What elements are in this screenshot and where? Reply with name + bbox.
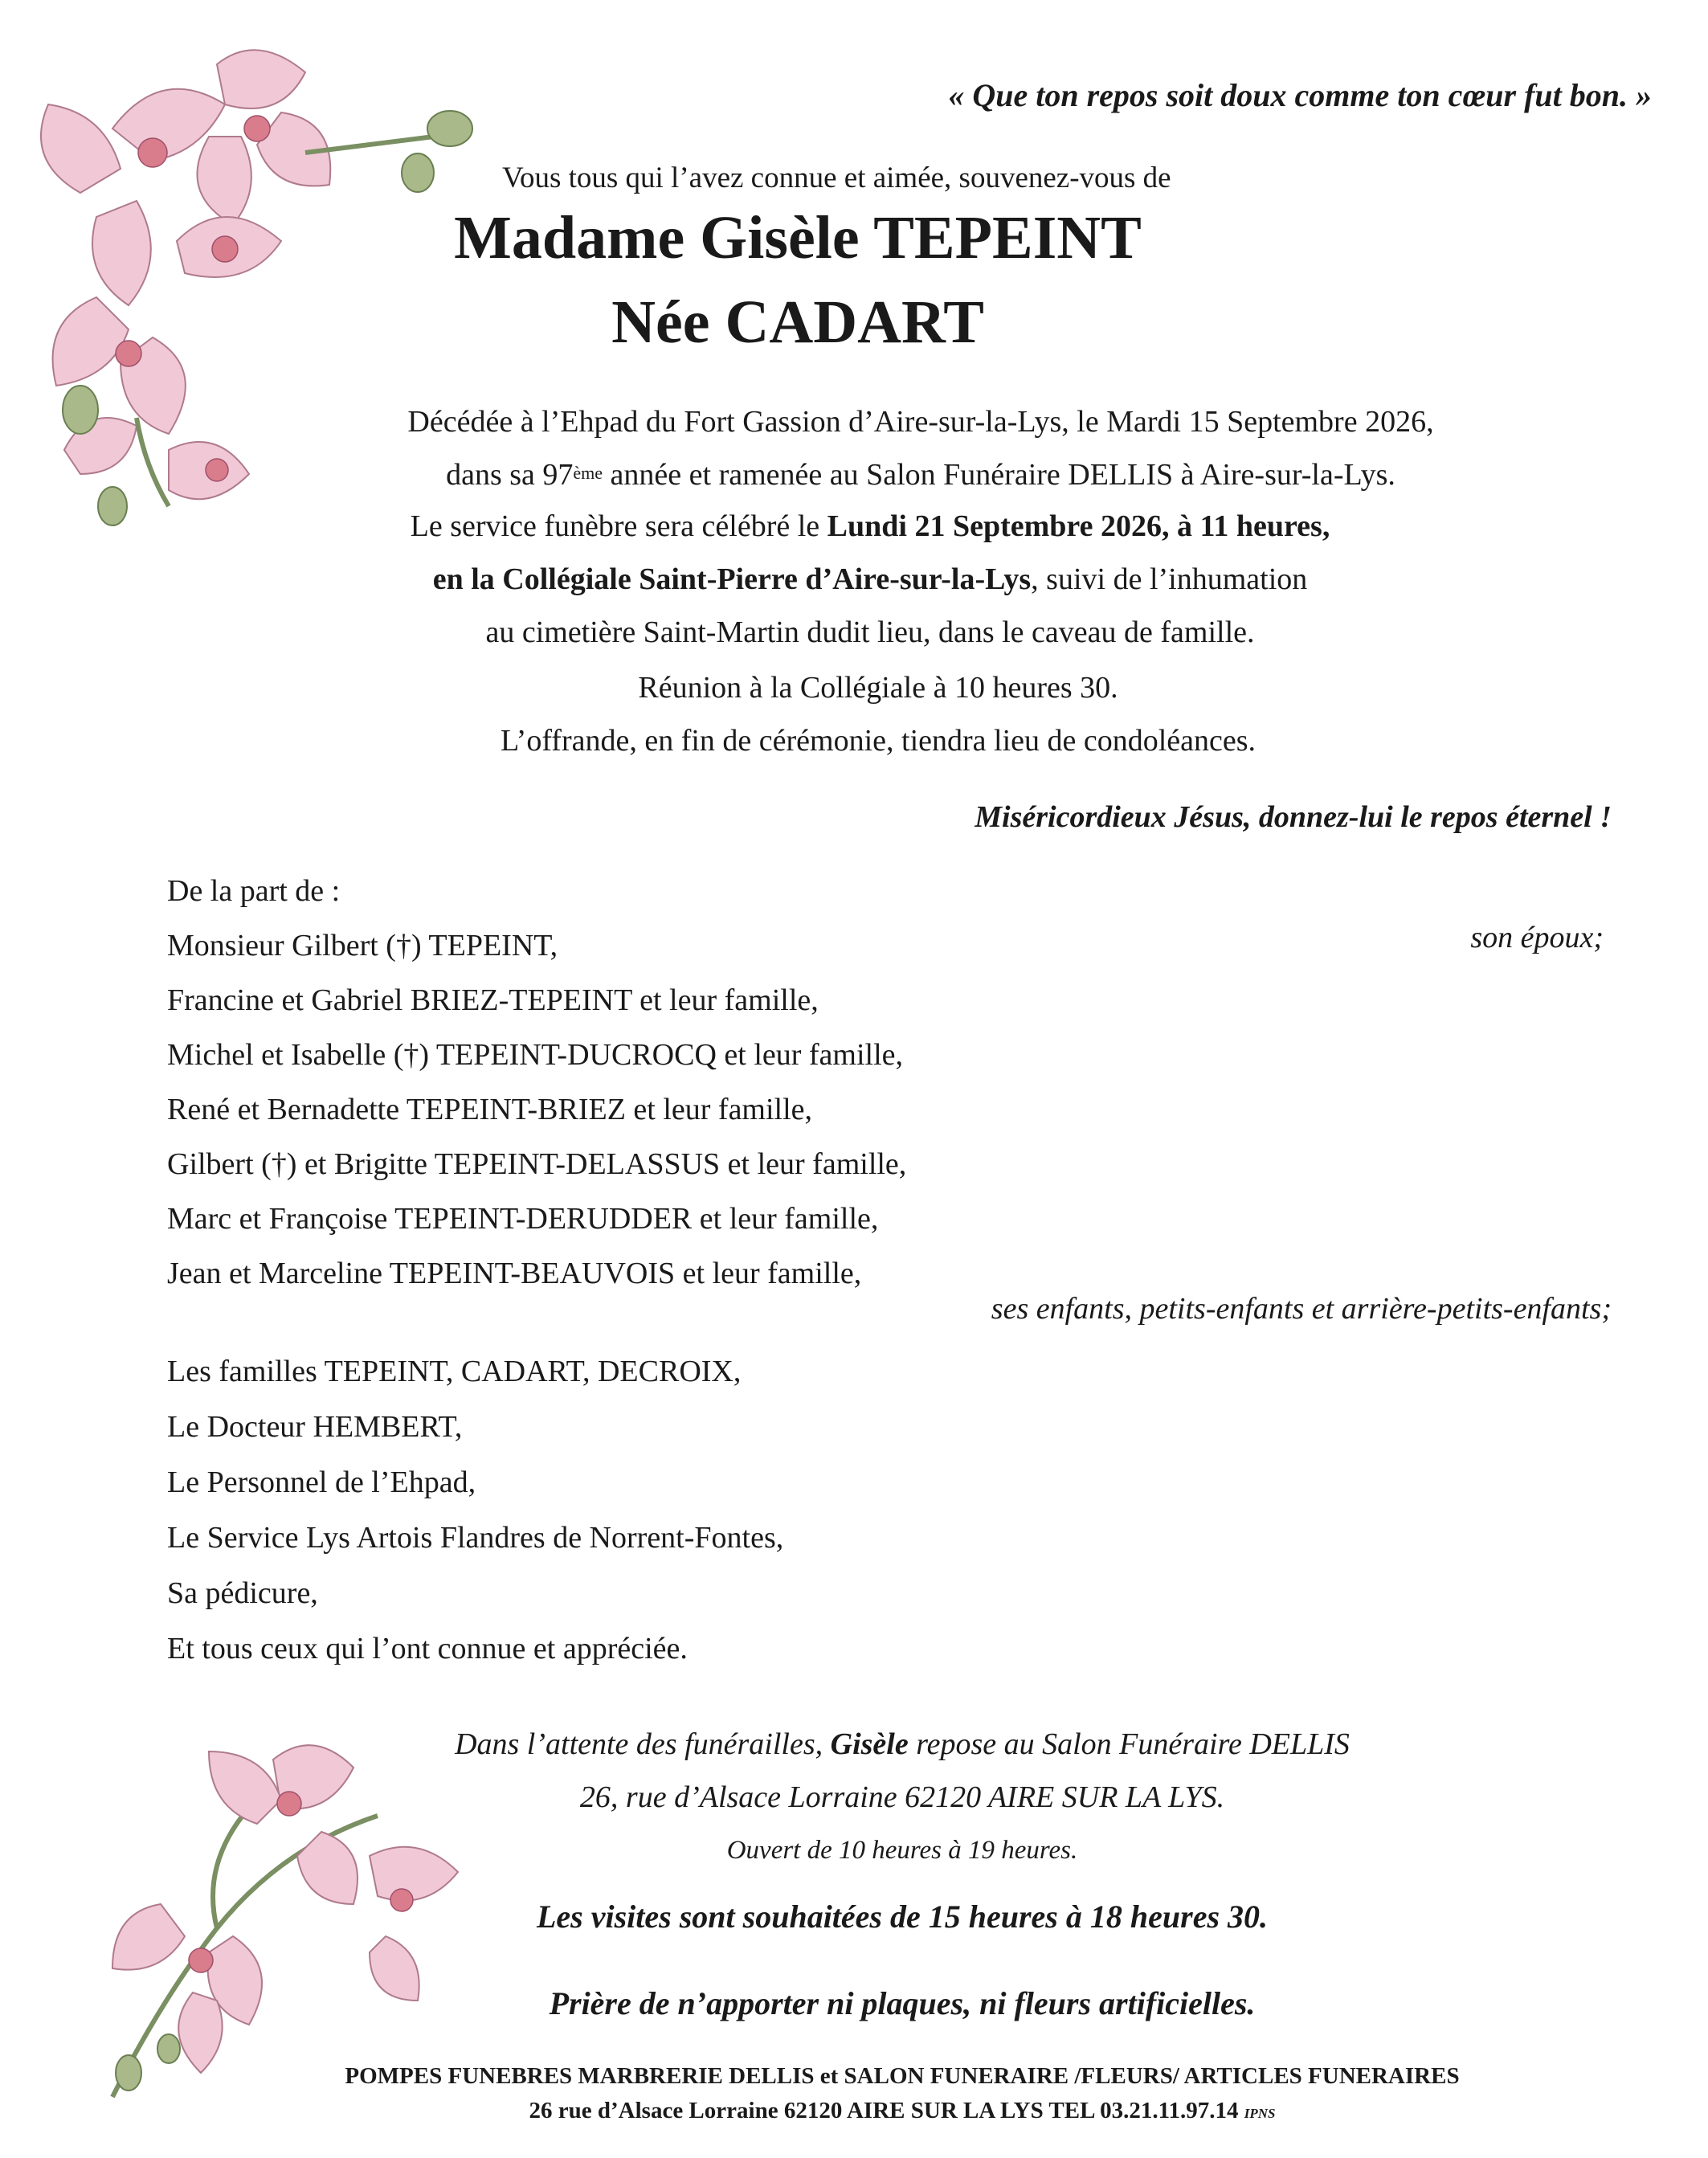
footer-address: 26 rue d’Alsace Lorraine 62120 AIRE SUR LA LYS TEL 03.21.11.97.14 IPNS xyxy=(529,2098,1276,2123)
others-list xyxy=(167,1344,783,1677)
service-line-3: au cimetière Saint-Martin dudit lieu, dans le caveau de famille. xyxy=(485,615,1255,649)
offrande-line: L’offrande, en fin de cérémonie, tiendra lieu de condoléances. xyxy=(500,724,1256,758)
footer-company: POMPES FUNEBRES MARBRERIE DELLIS et SALON FUNERAIRE /FLEURS/ ARTICLES FUNERAIRES xyxy=(345,2063,1460,2089)
spouse-role: son époux; xyxy=(1470,921,1604,954)
others-line: Le Personnel de l’Ehpad, xyxy=(167,1465,476,1499)
maiden-name: Née CADART xyxy=(611,288,984,356)
epigraph: « Que ton repos soit doux comme ton cœur fut bon. » xyxy=(948,77,1652,113)
others-line: Le Service Lys Artois Flandres de Norrent-Fontes, xyxy=(167,1521,784,1555)
child-line: Francine et Gabriel BRIEZ-TEPEINT et leur famille, xyxy=(167,983,819,1017)
deceased-name: Madame Gisèle TEPEINT xyxy=(454,204,1142,272)
prayer: Miséricordieux Jésus, donnez-lui le repos éternel ! xyxy=(975,800,1612,834)
child-line: Marc et Françoise TEPEINT-DERUDDER et leur famille, xyxy=(167,1202,879,1236)
from-label: De la part de : xyxy=(167,874,341,908)
funeral-home-info xyxy=(48,1718,1708,1877)
service-line-2: en la Collégiale Saint-Pierre d’Aire-sur-la-Lys, suivi de l’inhumation xyxy=(432,562,1308,596)
others-line: Le Docteur HEMBERT, xyxy=(167,1410,463,1444)
service-line-1: Le service funèbre sera célébré le Lundi 21 Septembre 2026, à 11 heures, xyxy=(410,509,1330,543)
printer-mark: IPNS xyxy=(1244,2106,1276,2121)
service-details xyxy=(16,500,1708,659)
others-line: Et tous ceux qui l’ont connue et appréciée. xyxy=(167,1632,688,1666)
death-notice xyxy=(67,395,1708,501)
children-role: ses enfants, petits-enfants et arrière-petits-enfants; xyxy=(991,1292,1612,1326)
funeral-home-line-2: 26, rue d’Alsace Lorraine 62120 AIRE SUR LA LYS. xyxy=(579,1780,1225,1814)
funeral-home-line-1: Dans l’attente des funérailles, Gisèle repose au Salon Funéraire DELLIS xyxy=(455,1727,1350,1761)
visits-notice: Les visites sont souhaitées de 15 heures à 18 heures 30. xyxy=(536,1898,1269,1935)
family-list xyxy=(167,864,906,1301)
no-plaques-notice: Prière de n’apporter ni plaques, ni fleurs artificielles. xyxy=(549,1985,1256,2021)
reunion-line: Réunion à la Collégiale à 10 heures 30. xyxy=(638,671,1118,705)
others-line: Les familles TEPEINT, CADART, DECROIX, xyxy=(167,1355,742,1388)
intro-text: Vous tous qui l’avez connue et aimée, souvenez-vous de xyxy=(502,161,1171,194)
death-line-1: Décédée à l’Ehpad du Fort Gassion d’Aire-sur-la-Lys, le Mardi 15 Septembre 2026, xyxy=(407,405,1434,439)
reunion-notice xyxy=(24,661,1708,767)
others-line: Sa pédicure, xyxy=(167,1576,318,1610)
opening-hours: Ouvert de 10 heures à 19 heures. xyxy=(726,1836,1078,1865)
child-line: Gilbert (†) et Brigitte TEPEINT-DELASSUS et leur famille, xyxy=(167,1147,907,1181)
child-line: Jean et Marceline TEPEINT-BEAUVOIS et leur famille, xyxy=(167,1257,862,1290)
spouse-line: Monsieur Gilbert (†) TEPEINT, xyxy=(167,929,558,963)
death-line-2: dans sa 97ème année et ramenée au Salon Funéraire DELLIS à Aire-sur-la-Lys. xyxy=(446,458,1395,492)
child-line: René et Bernadette TEPEINT-BRIEZ et leur famille, xyxy=(167,1093,813,1126)
child-line: Michel et Isabelle (†) TEPEINT-DUCROCQ et leur famille, xyxy=(167,1038,904,1072)
